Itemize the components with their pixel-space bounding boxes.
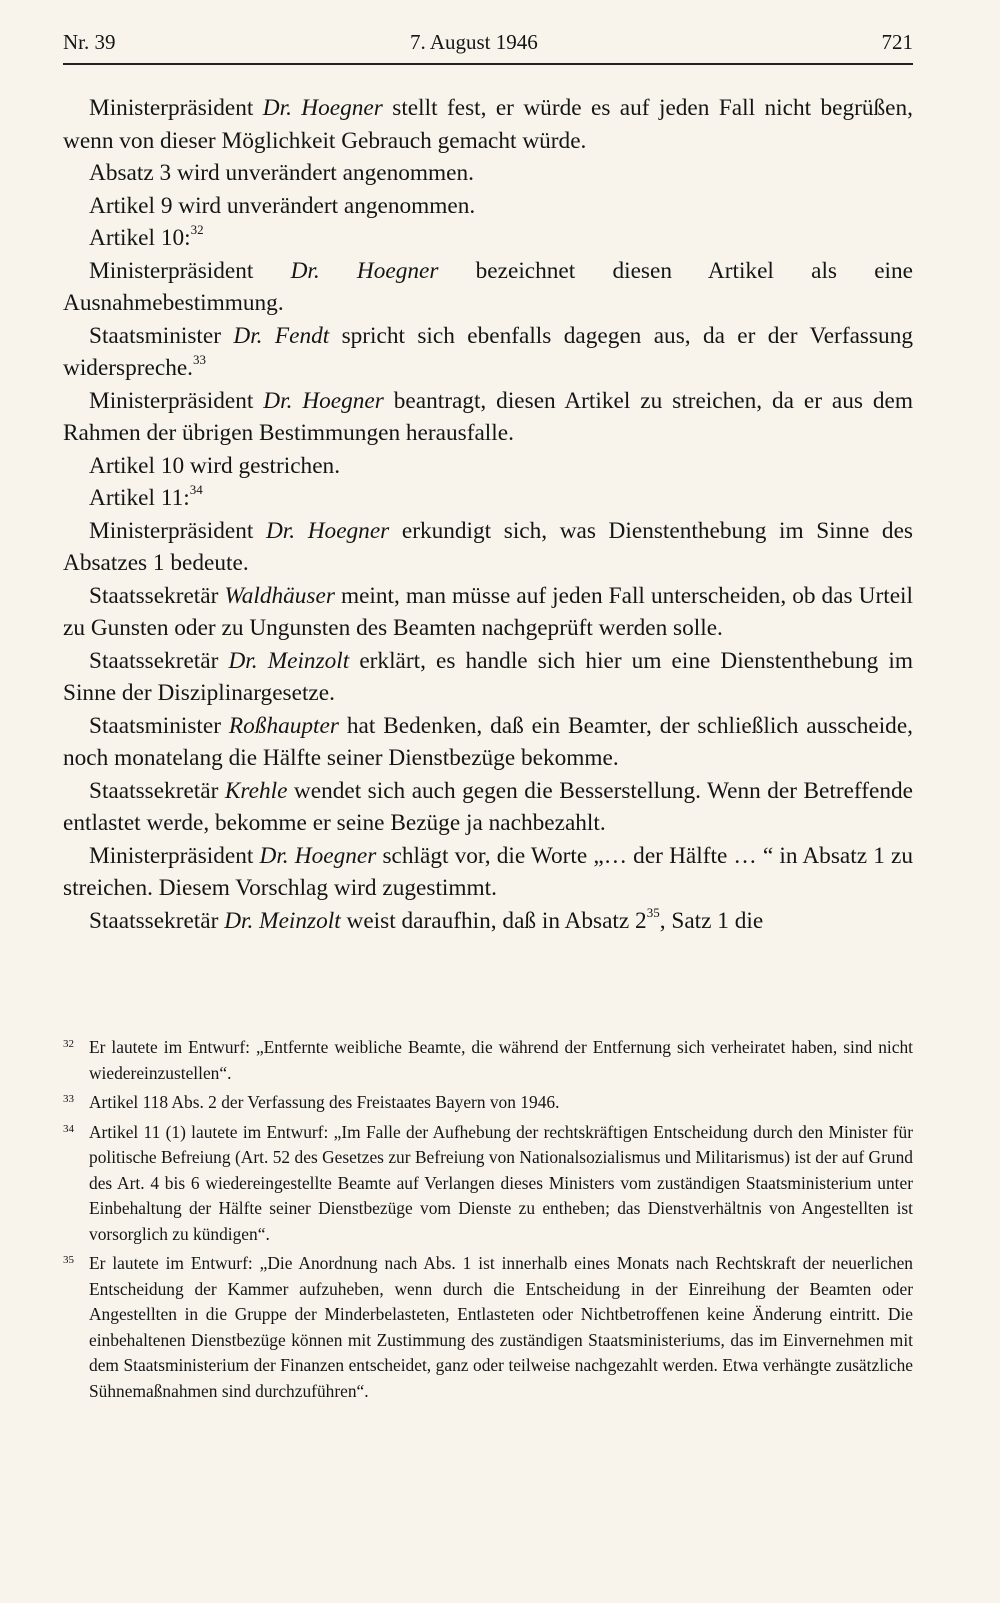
footnote-ref: 35 — [646, 904, 660, 920]
speaker-name: Dr. Fendt — [233, 322, 330, 349]
paragraph: Staatsminister Roßhaupter hat Bedenken, daß ein Beamter, der schließlich ausscheide, noch monatelang die Hälfte seiner Dienstbezüge bekomme. — [63, 712, 913, 771]
speaker-name: Dr. Hoegner — [290, 257, 439, 284]
paragraph: Ministerpräsident Dr. Hoegner erkundigt sich, was Dienstenthebung im Sinne des Absatzes 1 bedeute. — [63, 517, 913, 576]
footnote — [63, 1120, 913, 1248]
paragraph: Staatsminister Dr. Fendt spricht sich ebenfalls dagegen aus, da er der Verfassung widerspreche.$^{33}$ — [63, 322, 913, 381]
paragraph: Artikel 9 wird unverändert angenommen. — [89, 192, 476, 219]
speaker-name: Waldhäuser — [224, 582, 335, 609]
speaker-name: Dr. Hoegner — [262, 95, 383, 121]
footnote-number: 35 — [63, 1254, 74, 1266]
footnote-ref: 32 — [190, 222, 204, 238]
paragraph: Artikel 10 wird gestrichen. — [89, 452, 341, 479]
paragraph: Staatssekretär Dr. Meinzolt erklärt, es handle sich hier um eine Dienstenthebung im Sinne der Disziplinargesetze. — [63, 647, 913, 706]
footnote-number: 34 — [63, 1122, 74, 1135]
paragraph: Ministerpräsident Dr. Hoegner stellt fest, er würde es auf jeden Fall nicht begrüßen, wenn von dieser Möglichkeit Gebrauch gemacht würde. — [63, 95, 913, 154]
speaker-name: Roßhaupter — [228, 712, 339, 739]
paragraph: Absatz 3 wird unverändert angenommen. — [89, 160, 474, 186]
paragraph: Ministerpräsident Dr. Hoegner beantragt, diesen Artikel zu streichen, da er aus dem Rahmen der übrigen Bestimmungen herausfalle. — [63, 387, 913, 446]
paragraph: Staatssekretär Dr. Meinzolt weist daraufhin, daß in Absatz $2^{35}$, Satz 1 die — [89, 904, 764, 934]
paragraph: Ministerpräsident Dr. Hoegner schlägt vor, die Worte „… der Hälfte … “ in Absatz 1 zu streichen. Diesem Vorschlag wird zugestimmt. — [63, 842, 913, 901]
speaker-name: Dr. Hoegner — [265, 517, 390, 544]
paragraph: Staatssekretär Krehle wendet sich auch gegen die Besserstellung. Wenn der Betreffende entlastet werde, bekomme er seine Bezüge ja nachbezahlt. — [63, 777, 913, 836]
paragraph: Staatssekretär Waldhäuser meint, man müsse auf jeden Fall unterscheiden, ob das Urteil zu Gunsten oder zu Ungunsten des Beamten nachgeprüft werden solle. — [63, 582, 913, 641]
footnote-number: 32 — [63, 1038, 74, 1050]
speaker-name: Dr. Meinzolt — [224, 907, 341, 934]
footnote — [63, 1035, 913, 1086]
paragraph: Artikel 11:$^{34}$ — [89, 482, 203, 511]
footnote-text: Artikel 118 Abs. 2 der Verfassung des Freistaates Bayern von 1946. — [89, 1092, 560, 1112]
paragraph: Ministerpräsident Dr. Hoegner bezeichnet diesen Artikel als eine Ausnahmebestimmung. — [63, 257, 913, 316]
main-text — [63, 92, 913, 937]
footnote-ref: 34 — [189, 482, 203, 498]
issue-date: 7. August 1946 — [410, 30, 538, 54]
footnotes — [63, 1035, 913, 1408]
speaker-name: Krehle — [224, 777, 288, 804]
issue-number: Nr. 39 — [63, 30, 116, 54]
header-rule — [63, 63, 913, 65]
speaker-name: Dr. Hoegner — [259, 842, 377, 869]
footnote-text: Er lautete im Entwurf: „Die Anordnung nach Abs. 1 ist innerhalb eines Monats nach Rechtskraft der neuerlichen Entscheidung der Kammer aufzuheben, wenn durch die Entscheidung in der Einreihung der Beamten oder Angestellten in die Gruppe der Minderbelasteten, Entlasteten oder Nichtbetroffenen keine Änderung eintritt. Die einbehaltenen Dienstbezüge können mit Zustimmung des zuständigen Staatsministeriums, das im Einvernehmen mit dem Staatsministerium der Finanzen entscheidet, ganz oder teilweise nachgezahlt werden. Etwa verhängte zusätzliche Sühnemaßnahmen sind durchzuführen“. — [89, 1253, 913, 1401]
footnote-text: Er lautete im Entwurf: „Entfernte weibliche Beamte, die während der Entfernung sich verheiratet haben, sind nicht wiedereinzustellen“. — [89, 1037, 913, 1083]
footnote-ref: 33 — [193, 352, 207, 368]
footnote-text: Artikel 11 (1) lautete im Entwurf: „Im Falle der Aufhebung der rechtskräftigen Entscheidung durch den Minister für politische Befreiung (Art. 52 des Gesetzes zur Befreiung von Nationalsozialismus und Militarismus) ist der auf Grund des Art. 4 bis 6 wiedereingestellte Beamte auf Verlangen dieses Ministers vom zuständigen Staatsministerium unter Einbehaltung der Hälfte seiner Dienstbezüge vom Dienste zu entheben; das Dienstverhältnis von Angestellten ist vorsorglich zu kündigen“. — [89, 1121, 913, 1244]
page-header — [63, 30, 913, 60]
speaker-name: Dr. Meinzolt — [228, 647, 350, 674]
speaker-name: Dr. Hoegner — [263, 387, 384, 414]
footnote — [63, 1090, 913, 1116]
page-number: 721 — [881, 30, 913, 54]
paragraph: Artikel 10:$^{32}$ — [89, 222, 204, 251]
footnote-number: 33 — [63, 1093, 74, 1105]
footnote — [63, 1251, 913, 1404]
